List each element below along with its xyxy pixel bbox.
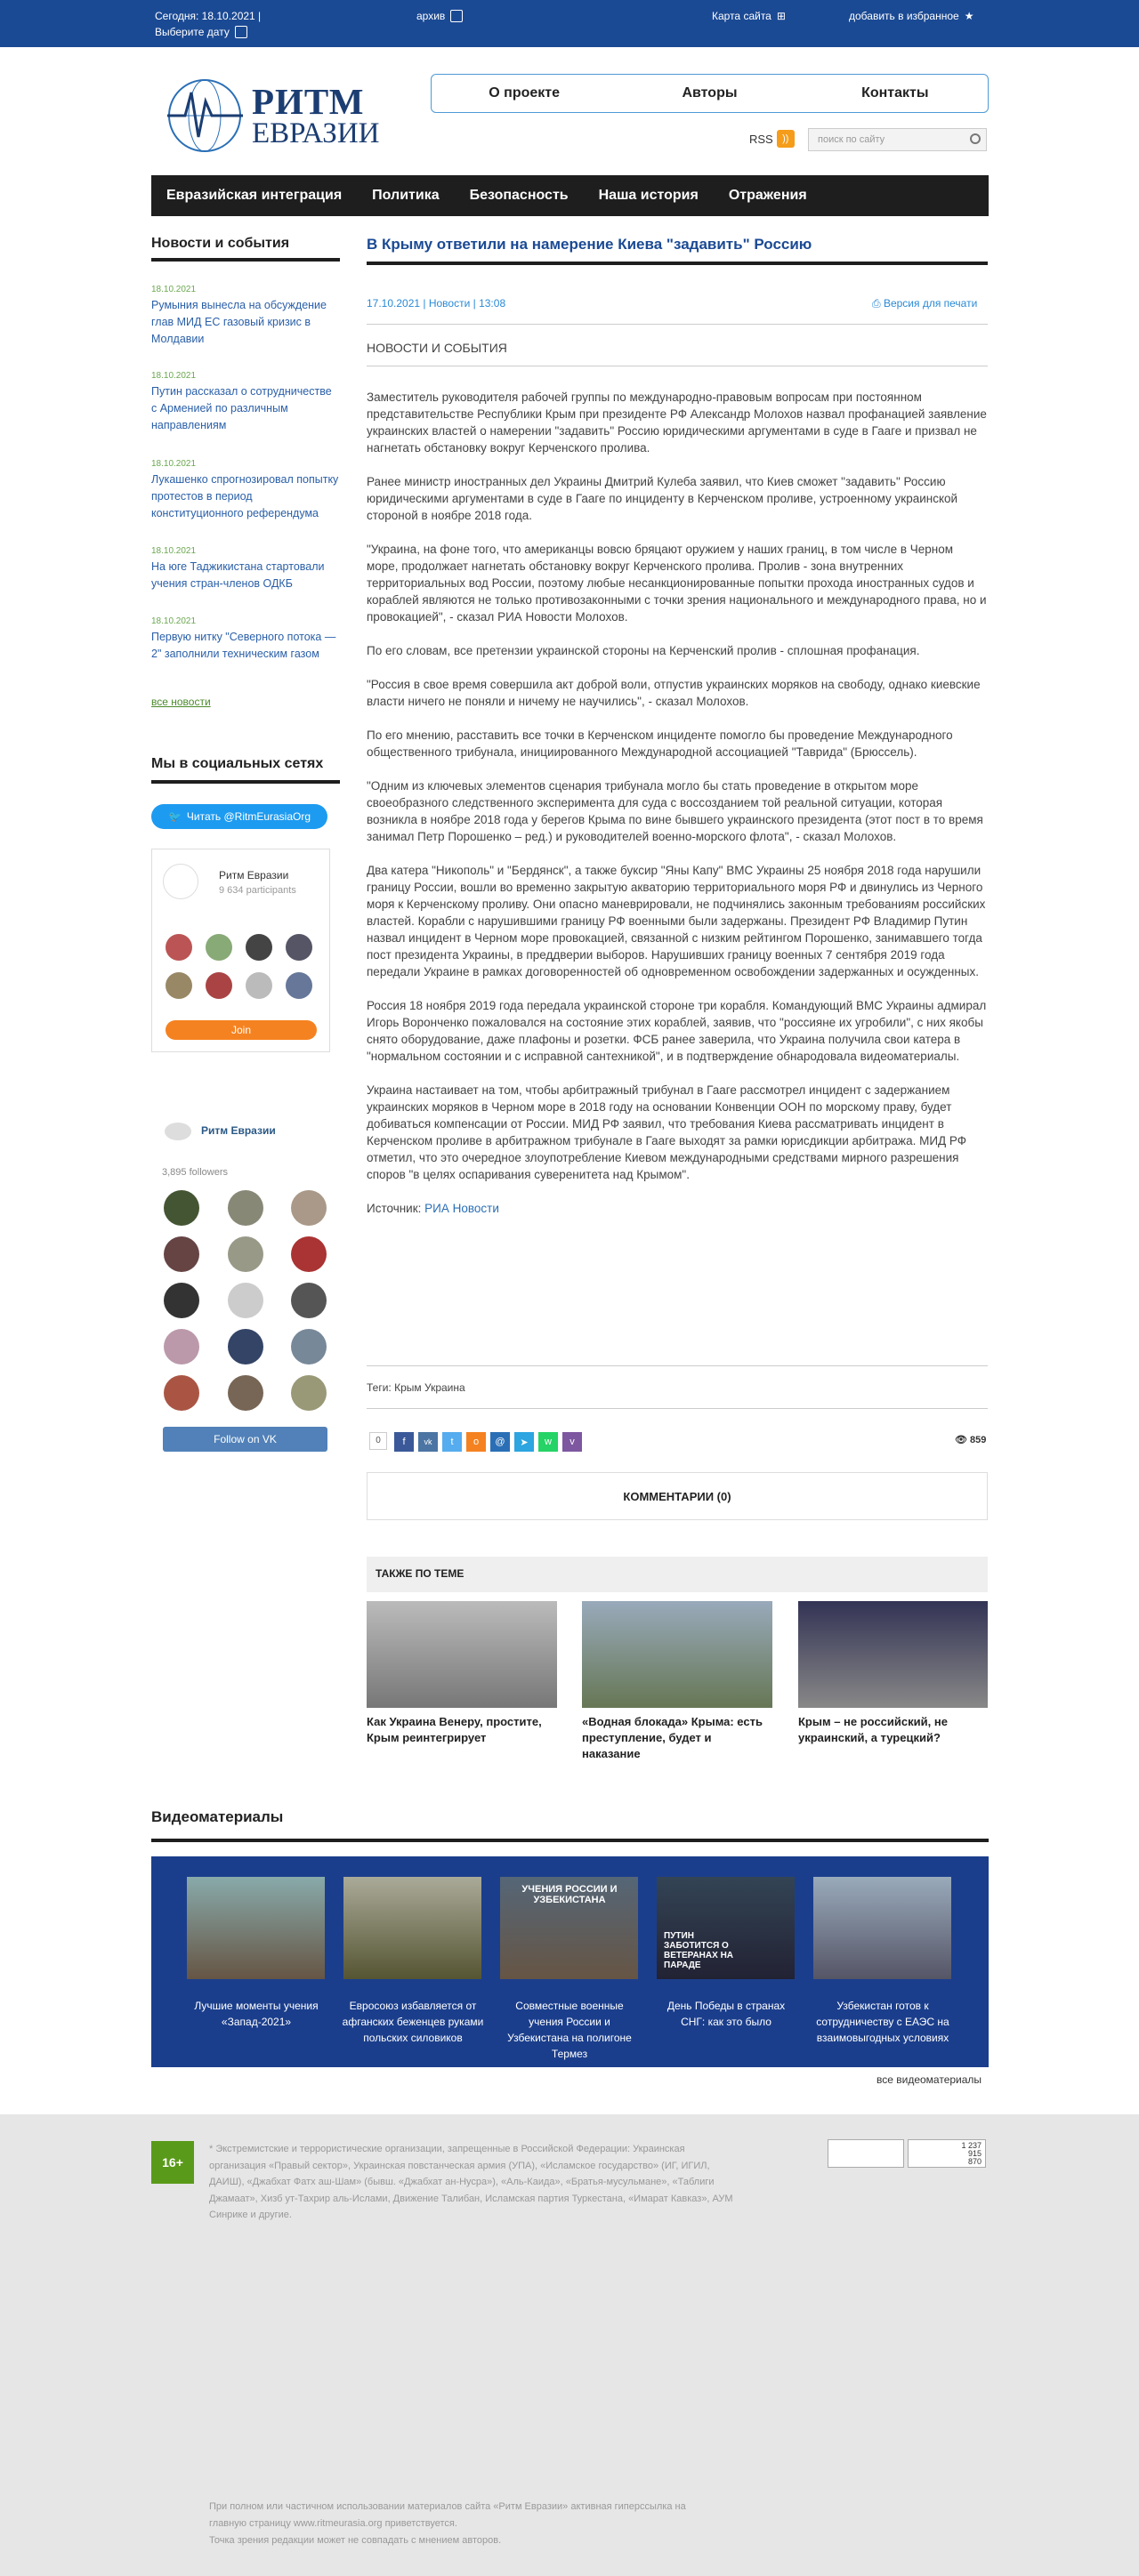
- follower-avatar[interactable]: [164, 1329, 199, 1364]
- today-text: Сегодня: 18.10.2021 |: [155, 10, 262, 22]
- viber-share-icon[interactable]: v: [562, 1432, 582, 1452]
- calendar-icon: [450, 10, 463, 22]
- all-videos-link[interactable]: все видеоматериалы: [876, 2073, 982, 2086]
- tags: [367, 1381, 465, 1394]
- sitemap-label: Карта сайта: [712, 10, 771, 22]
- views-counter: [955, 1434, 986, 1445]
- related-link[interactable]: Как Украина Венеру, простите, Крым реинтегрирует: [367, 1715, 542, 1744]
- news-item[interactable]: [151, 546, 340, 592]
- video-caption[interactable]: Совместные военные учения России и Узбекистана на полигоне Термез: [507, 2000, 632, 2060]
- divider: [367, 262, 988, 265]
- news-title[interactable]: На юге Таджикистана стартовали учения стран-членов ОДКБ: [151, 560, 325, 590]
- related-link[interactable]: Крым – не российский, не украинский, а турецкий?: [798, 1715, 948, 1744]
- comments-toggle[interactable]: [367, 1472, 988, 1520]
- date-picker[interactable]: [155, 26, 247, 38]
- video-caption[interactable]: Узбекистан готов к сотрудничеству с ЕАЭС на взаимовыгодных условиях: [816, 2000, 949, 2044]
- star-icon: ★: [964, 10, 974, 22]
- nav-eurasian-integration[interactable]: Евразийская интеграция: [166, 188, 343, 203]
- whatsapp-share-icon[interactable]: w: [538, 1432, 558, 1452]
- follower-avatar[interactable]: [291, 1375, 327, 1411]
- video-thumbnail[interactable]: [187, 1877, 325, 1979]
- tags-label: Теги:: [367, 1381, 392, 1394]
- member-avatar[interactable]: [206, 972, 232, 999]
- vk-avatar: [165, 1123, 191, 1140]
- nav-security[interactable]: Безопасность: [469, 188, 569, 203]
- vk-followers: 3,895 followers: [162, 1167, 228, 1178]
- news-title[interactable]: Румыния вынесла на обсуждение глав МИД ЕС газовый кризис в Молдавии: [151, 299, 327, 345]
- tag-link[interactable]: Украина: [424, 1381, 465, 1394]
- related-image[interactable]: [798, 1601, 988, 1708]
- mailru-share-icon[interactable]: @: [490, 1432, 510, 1452]
- archive-label: архив: [416, 10, 446, 22]
- follower-avatar[interactable]: [291, 1236, 327, 1272]
- search-placeholder: поиск по сайту: [818, 134, 885, 145]
- video-caption[interactable]: Евросоюз избавляется от афганских беженцев руками польских силовиков: [342, 2000, 484, 2044]
- vk-share-icon[interactable]: vk: [418, 1432, 438, 1452]
- print-label: Версия для печати: [883, 297, 978, 310]
- print-version-link[interactable]: [872, 297, 977, 310]
- follower-avatar[interactable]: [228, 1375, 263, 1411]
- article-meta: 17.10.2021 | Новости | 13:08: [367, 297, 506, 310]
- archive-link[interactable]: [416, 10, 463, 22]
- sidebar-news-title: Новости и события: [151, 236, 290, 251]
- follower-avatar[interactable]: [164, 1190, 199, 1226]
- related-image[interactable]: [367, 1601, 557, 1708]
- join-label: Join: [230, 1024, 251, 1036]
- nav-about[interactable]: О проекте: [489, 85, 561, 101]
- extremist-notice: * Экстремистские и террористические организации, запрещенные в Российской Федерации: Украинская организация «Правый сектор», Украинская повстанческая армия (УПА), «Исламское государство» (ИГ, ИГИЛ, ДАИШ), «Джабхат Фатх аш-Шам» (бывш. «Джабхат ан-Нусра»), «Аль-Каида», «Братья-мусульмане», «Таблиги Джамаат», Хизб ут-Тахрир аль-Ислами, Движение Талибан, Исламская партия Туркестана, «Имарат Кавказ», АУМ Синрике и другие.: [209, 2144, 733, 2220]
- social-title: Мы в социальных сетях: [151, 756, 324, 771]
- header-nav: [431, 74, 989, 113]
- member-avatar[interactable]: [246, 934, 272, 961]
- paragraph: "Украина, на фоне того, что американцы вовсю бряцают оружием у наших границ, в том числе в Черном море, продолжает нагнетать обстановку вокруг Керченского пролива. Пролив - зона внутренних территориальных вод России, поэтому любые несанкционированные попытки прохода иностранных судов и кораблей являются не только противозаконными с точки зрения национального и международного права, но и провокацией", - сказал РИА Новости Молохов.: [367, 543, 987, 624]
- liveinternet-counter[interactable]: [908, 2139, 986, 2168]
- logo-line1: РИТМ: [252, 81, 365, 122]
- divider: [367, 1365, 988, 1366]
- age-label: 16+: [162, 2155, 183, 2169]
- article-title: В Крыму ответили на намерение Киева "задавить" Россию: [367, 236, 812, 253]
- news-title[interactable]: Первую нитку "Северного потока — 2" заполнили техническим газом: [151, 631, 336, 660]
- site-logo[interactable]: [163, 75, 380, 157]
- paragraph: Украина настаивает на том, чтобы арбитражный трибунал в Гааге рассмотрел инцидент с задержанием украинских моряков в Черном море в 2018 году на основании Конвенции ООН по морскому праву, будет добиваться компенсации от России. МИД РФ заявил, что требования Киева рассматривать инцидент в Керченском проливе в арбитражном трибунале в Гааге выходят за рамки юрисдикции арбитража. МИД РФ отметил, что это очередное злоупотребление Киевом международными средствами мирного разрешения споров "в целях оспаривания суверенитета над Крымом".: [367, 1083, 967, 1181]
- paragraph: Ранее министр иностранных дел Украины Дмитрий Кулеба заявил, что Киев сможет "задавить" Россию юридическими аргументами в суде в Гааге по инциденту в Керченском проливе, устроенному украинской стороной в ноябре 2018 года.: [367, 475, 958, 522]
- news-title[interactable]: Путин рассказал о сотрудничестве с Арменией по различным направлениям: [151, 385, 332, 431]
- favorites-label: добавить в избранное: [849, 10, 959, 22]
- follower-avatar[interactable]: [164, 1283, 199, 1318]
- counter-value: 870: [967, 2157, 981, 2166]
- divider: [151, 258, 340, 262]
- ok-join-button[interactable]: [166, 1020, 317, 1040]
- paragraph: Россия 18 ноября 2019 года передала украинской стороне три корабля. Командующий ВМС Украины адмирал Игорь Воронченко пожаловался на состояние этих кораблей, заявив, что "россияне их угробили", с них якобы снято оборудование, даже плафоны и розетки. ФСБ ранее заверила, что Украина получила свои катера в "нормальном состоянии и с исправной сантехникой", и в подтверждение обнародовала видеоматериалы.: [367, 999, 987, 1063]
- tag-link[interactable]: Крым: [394, 1381, 422, 1394]
- sitemap-icon: ⊞: [776, 10, 786, 22]
- ok-share-icon[interactable]: o: [466, 1432, 486, 1452]
- news-item[interactable]: [151, 285, 340, 348]
- paragraph: По его мнению, расставить все точки в Керченском инциденте помогло бы проведение Международного общественного трибунала, инициированного Международной ассоциацией "Таврида" (Брюссель).: [367, 729, 953, 759]
- divider: [151, 780, 340, 784]
- globe-icon: [163, 75, 247, 157]
- calendar-icon: [235, 26, 247, 38]
- news-date: 18.10.2021: [151, 371, 197, 381]
- vk-follow-label: Follow on VK: [214, 1433, 277, 1445]
- comments-label: КОММЕНТАРИИ (0): [623, 1489, 731, 1503]
- counter-value: 915: [967, 2149, 981, 2158]
- twitter-follow-button[interactable]: [151, 804, 327, 829]
- follower-avatar[interactable]: [291, 1283, 327, 1318]
- views-count: 859: [970, 1435, 987, 1445]
- ok-group-name[interactable]: Ритм Евразии: [219, 869, 289, 881]
- article-body: [367, 389, 988, 1217]
- news-date: 18.10.2021: [151, 616, 197, 626]
- today-date: [155, 10, 261, 22]
- video-thumbnail[interactable]: [500, 1877, 638, 1979]
- twitter-icon: 🐦: [167, 810, 182, 823]
- news-date: 18.10.2021: [151, 546, 197, 556]
- ok-avatar: [163, 864, 198, 899]
- follower-avatar[interactable]: [291, 1190, 327, 1226]
- rss-label: RSS: [749, 132, 773, 146]
- logo-line2: ЕВРАЗИИ: [252, 117, 380, 149]
- search-input[interactable]: [808, 128, 987, 151]
- share-count: 0: [369, 1432, 387, 1450]
- news-item[interactable]: [151, 459, 340, 522]
- nav-contacts[interactable]: Контакты: [861, 85, 929, 101]
- videos-title: Видеоматериалы: [151, 1808, 284, 1825]
- paragraph: "Одним из ключевых элементов сценария трибунала могло бы стать проведение в открытом море своеобразного следственного эксперимента для суда с воссозданием той реальной ситуации, которая возникла в ноябре 2018 года у берегов Крыма по вине бывшего украинского президента (этот пост в то время занимал Петр Порошенко – ред.) и руководителей военно-морского флота", - сказал Молохов.: [367, 779, 983, 843]
- divider: [367, 1408, 988, 1409]
- related-image[interactable]: [582, 1601, 772, 1708]
- nav-reflections[interactable]: Отражения: [728, 188, 807, 203]
- follower-avatar[interactable]: [164, 1236, 199, 1272]
- twitter-label: Читать @RitmEurasiaOrg: [186, 810, 311, 823]
- paragraph: "Россия в свое время совершила акт доброй воли, отпустив украинских моряков на свободу, однако киевские власти ничего не поняли и ничему не научились", - сказал Молохов.: [367, 678, 981, 708]
- vk-follow-button[interactable]: [163, 1427, 327, 1452]
- video-thumbnail[interactable]: [657, 1877, 795, 1979]
- follower-avatar[interactable]: [228, 1329, 263, 1364]
- search-icon[interactable]: [970, 133, 981, 144]
- nav-history[interactable]: Наша история: [598, 188, 699, 203]
- paragraph: По его словам, все претензии украинской стороны на Керченский пролив - сплошная профанация.: [367, 644, 920, 657]
- video-thumbnail[interactable]: [813, 1877, 951, 1979]
- divider: [367, 324, 988, 325]
- vk-group-name[interactable]: Ритм Евразии: [201, 1124, 276, 1137]
- source-label: Источник:: [367, 1202, 422, 1215]
- choose-date-label: Выберите дату: [155, 26, 230, 38]
- copyright-notice: При полном или частичном использовании материалов сайта «Ритм Евразии» активная гиперссылка на главную страницу www.ritmeurasia.org приветствуется.: [209, 2501, 686, 2529]
- rss-icon: )): [777, 130, 795, 148]
- follower-avatar[interactable]: [228, 1190, 263, 1226]
- member-avatar[interactable]: [206, 934, 232, 961]
- follower-avatar[interactable]: [228, 1236, 263, 1272]
- print-icon: ⎙: [872, 297, 884, 310]
- related-header: [367, 1557, 988, 1592]
- favorites-link[interactable]: [849, 10, 973, 22]
- news-date: 18.10.2021: [151, 285, 197, 294]
- related-title: ТАКЖЕ ПО ТЕМЕ: [376, 1567, 464, 1580]
- member-avatar[interactable]: [286, 972, 312, 999]
- paragraph: Два катера "Никополь" и "Бердянск", а также буксир "Яны Капу" ВМС Украины 25 ноября 2018 года нарушили границу России, вошли во временно закрытую акваторию территориального моря РФ и двинулись из Черного моря к Керченскому проливу. Они опасно маневрировали, не подчинялись законным требованиям российских властей. Корабли с нарушившими границу РФ военными были задержаны. Президент РФ Владимир Путин назвал инцидент в Черном море провокацией, связанной с низким рейтингом Порошенко, занимавшего тогда пост президента Украины, в преддверии выборов. Нарушивших границу военных 7 сентября 2019 года передали Украине в рамках договоренностей об одновременном освобождении задержанных и осужденных.: [367, 864, 986, 978]
- footer: [0, 2114, 1139, 2576]
- eye-icon: 👁: [955, 1435, 971, 1445]
- news-item[interactable]: [151, 371, 340, 434]
- facebook-share-icon[interactable]: f: [394, 1432, 414, 1452]
- video-caption[interactable]: Лучшие моменты учения «Запад-2021»: [194, 2000, 319, 2028]
- video-thumb-text: ПУТИН ЗАБОТИТСЯ О ВЕТЕРАНАХ НА ПАРАДЕ: [664, 1931, 734, 1970]
- video-thumbnail[interactable]: [343, 1877, 481, 1979]
- news-item[interactable]: [151, 616, 340, 663]
- top-bar: [0, 0, 1139, 47]
- all-news-link[interactable]: все новости: [151, 696, 211, 708]
- telegram-share-icon[interactable]: ➤: [514, 1432, 534, 1452]
- related-link[interactable]: «Водная блокада» Крыма: есть преступление, будет и наказание: [582, 1715, 763, 1760]
- follower-avatar[interactable]: [164, 1375, 199, 1411]
- article-section: НОВОСТИ И СОБЫТИЯ: [367, 341, 507, 355]
- twitter-share-icon[interactable]: t: [442, 1432, 462, 1452]
- member-avatar[interactable]: [286, 934, 312, 961]
- share-buttons: [394, 1432, 582, 1452]
- divider: [151, 1839, 989, 1842]
- member-avatar[interactable]: [166, 934, 192, 961]
- sitemap-link[interactable]: [712, 10, 786, 22]
- main-nav: [151, 175, 989, 216]
- counter-value: 1 237: [961, 2141, 981, 2150]
- member-avatar[interactable]: [166, 972, 192, 999]
- rss-link[interactable]: [749, 130, 795, 148]
- news-date: 18.10.2021: [151, 459, 197, 469]
- vk-widget: [151, 1105, 340, 1461]
- video-thumb-text: УЧЕНИЯ РОССИИ И УЗБЕКИСТАНА: [521, 1884, 618, 1905]
- paragraph: Заместитель руководителя рабочей группы по международно-правовым вопросам при постоянном представительстве Республики Крым при президенте РФ Александр Молохов назвал профанацией заявление украинских властей о намерении "задавить" Россию юридическими аргументами в суде в Гааге и призвал не нагнетать обстановку вокруг Керченского пролива.: [367, 390, 987, 455]
- ok-participants: 9 634 participants: [219, 885, 296, 896]
- news-title[interactable]: Лукашенко спрогнозировал попытку протестов в период конституционного референдума: [151, 473, 339, 519]
- source-link[interactable]: РИА Новости: [424, 1202, 499, 1215]
- member-avatar[interactable]: [246, 972, 272, 999]
- follower-avatar[interactable]: [291, 1329, 327, 1364]
- follower-avatar[interactable]: [228, 1283, 263, 1318]
- nav-politics[interactable]: Политика: [372, 188, 440, 203]
- disclaimer: Точка зрения редакции может не совпадать с мнением авторов.: [209, 2535, 502, 2546]
- counter-badge[interactable]: [828, 2139, 904, 2168]
- video-caption[interactable]: День Победы в странах СНГ: как это было: [666, 2000, 786, 2028]
- age-rating-badge: [151, 2141, 194, 2184]
- nav-authors[interactable]: Авторы: [682, 85, 738, 101]
- ok-widget: [151, 849, 330, 1052]
